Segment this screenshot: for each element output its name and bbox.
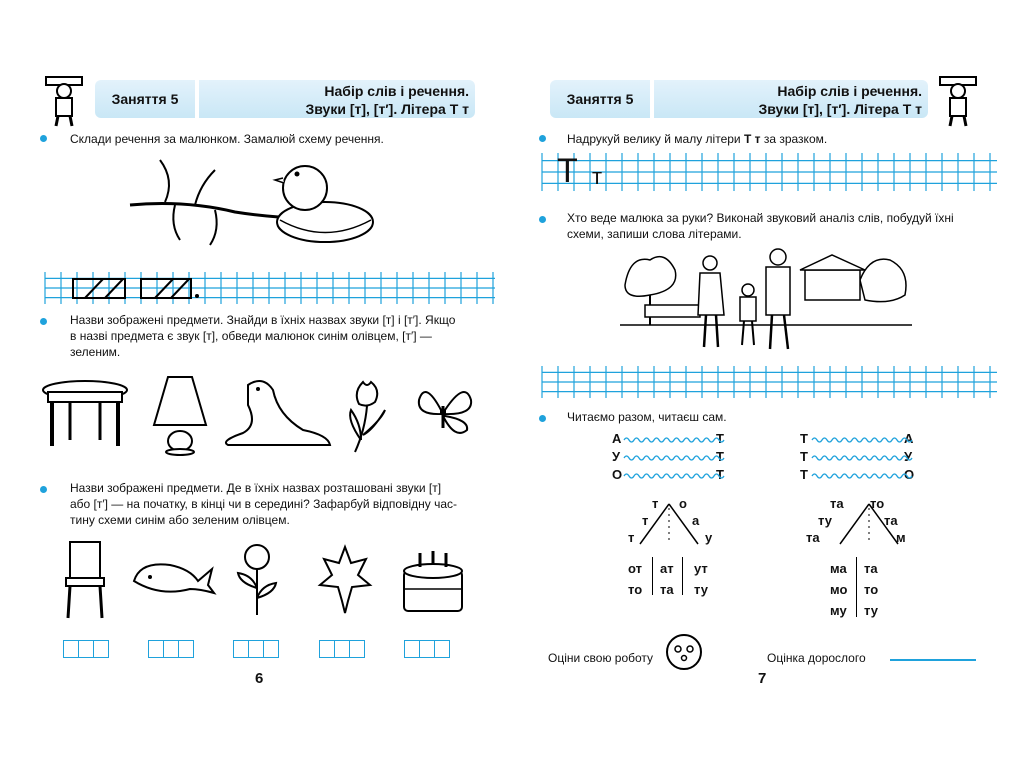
wave-line [812, 452, 904, 464]
wave-line [624, 470, 716, 482]
reading-letter: О [904, 467, 915, 482]
syllable: мо [830, 582, 848, 597]
park-family-image [620, 245, 912, 355]
lesson-number: Заняття 5 [566, 91, 634, 107]
letter-writing-grid[interactable] [542, 153, 997, 191]
task-text-line: схеми, запиши слова літерами. [567, 227, 742, 241]
lesson-header [550, 80, 928, 118]
lesson-title: Набір слів і речення. [777, 83, 922, 99]
task-text-line: або [т′] — на початку, в кінці чи в середині? Зафарбуй відповідну час- [70, 497, 458, 511]
reading-letter: У [612, 449, 621, 464]
butterfly-image [415, 380, 475, 445]
bullet [539, 415, 546, 422]
syllable: то [864, 582, 879, 597]
lesson-subtitle: Звуки [т], [т′]. Літера Т т [758, 101, 922, 117]
syllable: а [692, 513, 700, 528]
word-writing-grid[interactable] [542, 366, 997, 398]
task-text-line: Хто веде малюка за руки? Виконай звуковий аналіз слів, побудуй їхні [567, 211, 954, 225]
syllable: о [679, 496, 687, 511]
task-text [567, 131, 1007, 147]
lamp-image [150, 375, 210, 455]
smiley-face-icon[interactable] [664, 632, 704, 672]
reading-letter: Т [800, 467, 808, 482]
reading-letter: А [612, 431, 622, 446]
syllable: та [660, 582, 674, 597]
sound-scheme[interactable] [148, 640, 194, 658]
cake-image [398, 545, 468, 615]
reading-letter: Т [800, 449, 808, 464]
lesson-subtitle: Звуки [т], [т′]. Літера Т т [305, 101, 469, 117]
syllable: ту [818, 513, 832, 528]
sentence-scheme-grid [45, 272, 495, 304]
task-text: Склади речення за малюнком. Замалюй схему речення. [70, 132, 384, 146]
syllable: та [830, 496, 844, 511]
mascot-icon [940, 72, 976, 128]
chair-image [62, 540, 107, 620]
bullet [40, 486, 47, 493]
syllable: та [864, 561, 878, 576]
bullet [539, 216, 546, 223]
mascot-icon [46, 72, 82, 128]
column-divider [652, 557, 653, 595]
task-text-line: Назви зображені предмети. Де в їхніх назвах розташовані звуки [т] [70, 481, 442, 495]
lesson-number: Заняття 5 [111, 91, 179, 107]
sample-capital-letter: Т [557, 152, 578, 190]
right-page [512, 0, 1024, 768]
table-image [40, 380, 130, 450]
task-text-end: за зразком. [760, 132, 828, 146]
rose-image [232, 543, 282, 618]
lesson-header [95, 80, 475, 118]
syllable: от [628, 561, 642, 576]
syllable: т [642, 513, 649, 528]
sample-small-letter: т [592, 164, 603, 189]
self-eval-label: Оціни свою роботу [548, 651, 654, 665]
syllable: ту [694, 582, 708, 597]
wave-line [624, 452, 716, 464]
reading-letter: У [904, 449, 913, 464]
page-number: 6 [255, 670, 264, 687]
sound-scheme[interactable] [233, 640, 279, 658]
tulip-image [345, 380, 390, 455]
adult-eval-line[interactable] [890, 659, 976, 661]
syllable: та [884, 513, 898, 528]
syllable: ту [864, 603, 878, 618]
reading-letter: О [612, 467, 623, 482]
syllable: му [830, 603, 847, 618]
wave-line [812, 470, 904, 482]
whale-image [130, 555, 215, 600]
syllable: у [705, 530, 713, 545]
lesson-title: Набір слів і речення. [324, 83, 469, 99]
bullet [40, 135, 47, 142]
wave-line [624, 434, 716, 446]
reading-letter: Т [716, 467, 724, 482]
sound-scheme[interactable] [319, 640, 365, 658]
wave-line [812, 434, 904, 446]
task-text-line: зеленим. [70, 345, 121, 359]
task-text-start: Надрукуй велику й малу літери [567, 132, 744, 146]
syllable: та [806, 530, 820, 545]
syllable: т [628, 530, 635, 545]
syllable: то [870, 496, 885, 511]
task-text-line: в назві предмета є звук [т], обведи малюнок синім олівцем, [т′] — [70, 329, 432, 343]
syllable: м [896, 530, 906, 545]
seal-image [218, 375, 333, 450]
reading-letter: Т [716, 431, 724, 446]
syllable: то [628, 582, 643, 597]
task-text-line: тину схеми синім або зеленим олівцем. [70, 513, 290, 527]
syllable: ат [660, 561, 674, 576]
bullet [40, 318, 47, 325]
reading-letter: А [904, 431, 914, 446]
adult-eval-label: Оцінка дорослого [767, 651, 866, 665]
sound-scheme[interactable] [404, 640, 450, 658]
column-divider [682, 557, 683, 595]
syllable: ут [694, 561, 708, 576]
syllable: т [652, 496, 659, 511]
syllable: ма [830, 561, 847, 576]
reading-letter: Т [800, 431, 808, 446]
task-text-line: Назви зображені предмети. Знайди в їхніх назвах звуки [т] і [т′]. Якщо [70, 313, 456, 327]
letter-sample-text: Т т [743, 132, 761, 146]
page-number: 7 [758, 670, 767, 687]
column-divider [856, 557, 857, 617]
task-text: Читаємо разом, читаєш сам. [567, 410, 727, 424]
reading-letter: Т [716, 449, 724, 464]
maple-leaf-image [318, 545, 373, 615]
sound-scheme[interactable] [63, 640, 109, 658]
bullet [539, 135, 546, 142]
bird-nest-image [125, 150, 375, 260]
